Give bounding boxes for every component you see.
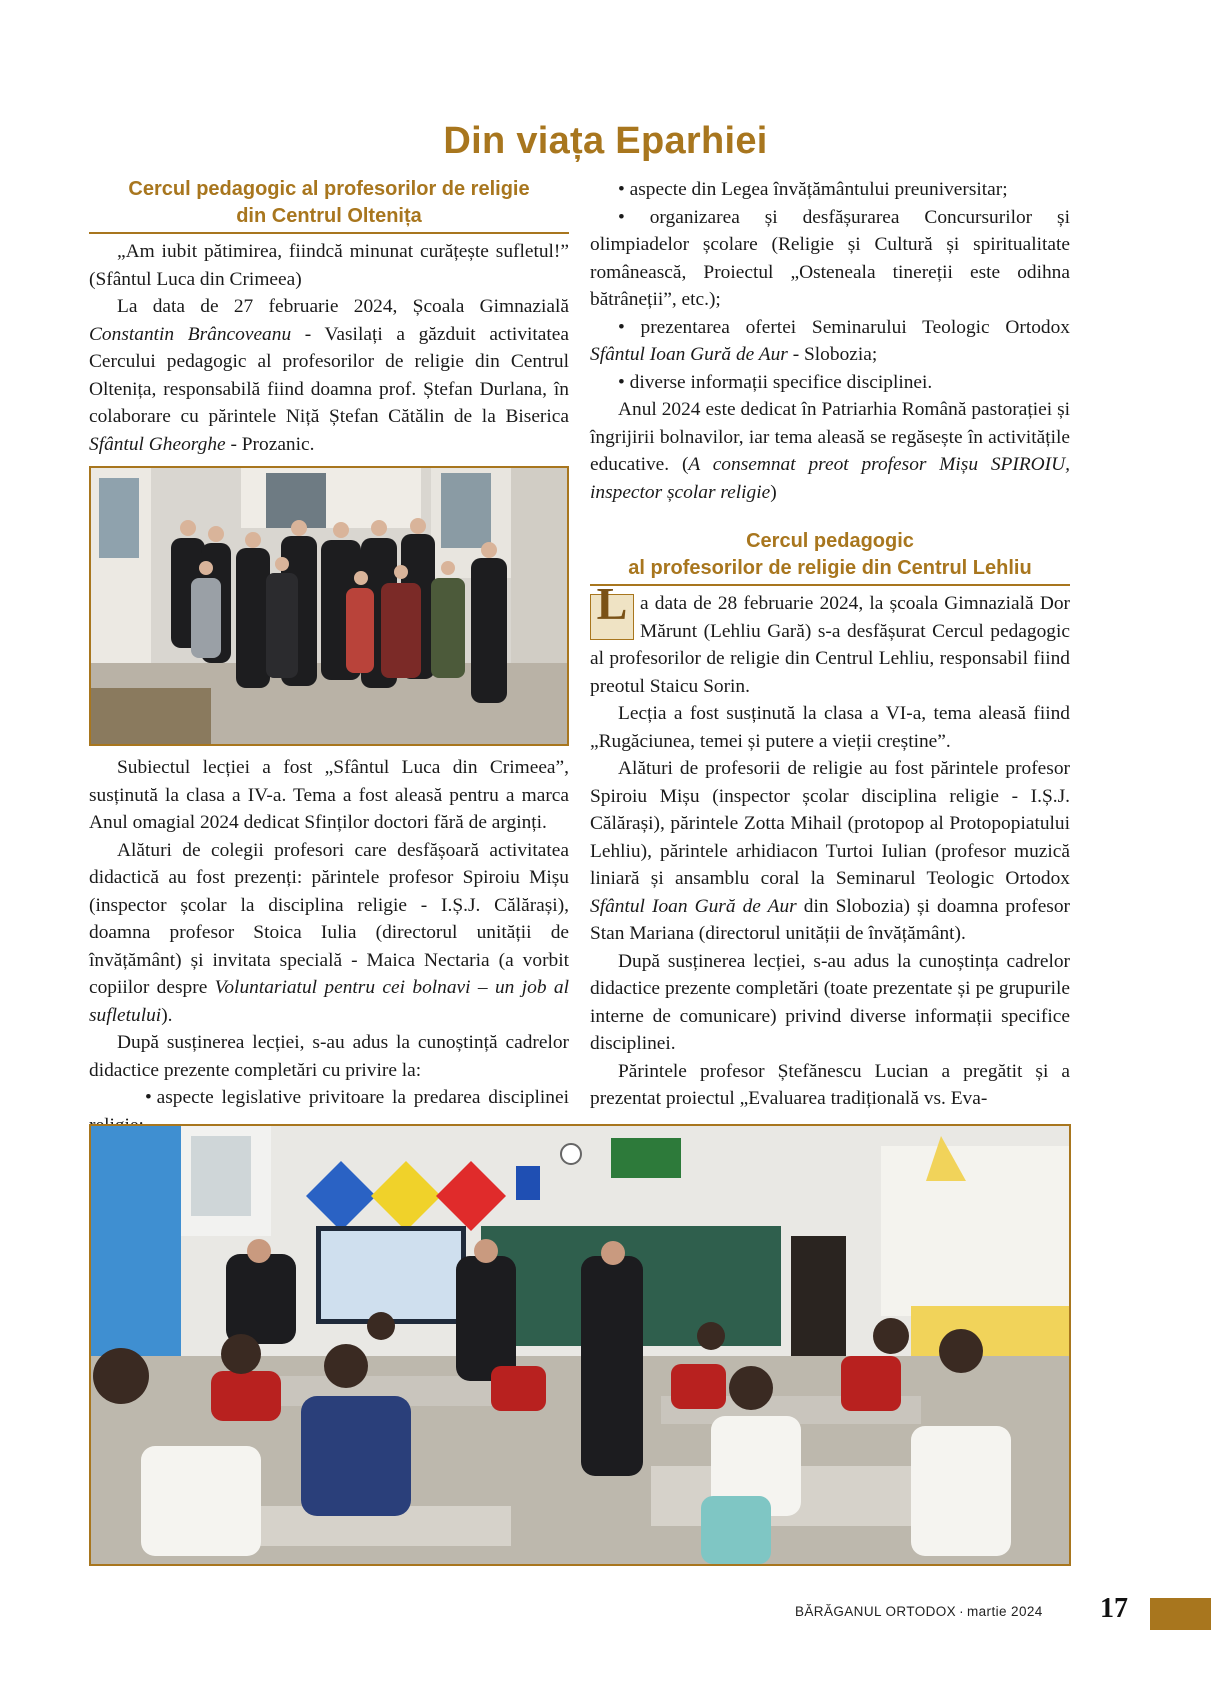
text-span: Anul 2024 este dedicat în Patriarhia Română pastorației și îngrijirii bolnavilor, iar tema aleasă se regăsește în activitățile educative. ( [590, 399, 1070, 475]
paragraph-completions: După susținerea lecției, s-au adus la cunoștință cadrelor didactice prezente completări cu privire la: [89, 1032, 569, 1081]
italic-seminary-name: Sfântul Ioan Gură de Aur [590, 344, 788, 365]
text-span: Alături de profesorii de religie au fost părintele profesor Spiroiu Mișu (inspector școlar disciplina religie - I.Ș.J. Călărași), părintele Zotta Mihail (protopop al Protopopiatului Lehliu), părintele arhidiacon Turtoi Iulian (profesor muzică liniară și ansamblu coral la Seminarul Teologic Ortodox [590, 758, 1070, 889]
paragraph-lesson: Lecția a fost susținută la clasa a VI-a, tema aleasă fiind „Rugăciunea, temei și putere a vieții creștine”. [590, 703, 1070, 752]
text-span: - Prozanic. [225, 433, 315, 455]
list-item: • prezentarea ofertei Seminarului Teologic Ortodox Sfântul Ioan Gură de Aur - Slobozia; [590, 316, 1071, 365]
section-heading-line1: Cercul pedagogic [746, 530, 914, 552]
section-heading-line1: Cercul pedagogic al profesorilor de religie [128, 178, 530, 200]
classroom-photo-illustration [91, 1126, 1069, 1564]
list-item: • aspecte legislative privitoare la predarea disciplinei [89, 1084, 569, 1139]
text-span: - Vasilați a găzduit activitatea Cercului pedagogic al profesorilor de religie din Centrul Oltenița, responsabilă fiind doamna prof. Ștefan Durlana, în colaborare cu părintele Niță Ștefan Cătălin de la Biserica [89, 323, 569, 427]
section-heading-lehliu [590, 528, 1070, 586]
paragraph-lehliu-intro [590, 578, 1070, 700]
page-title: Din viața Eparhiei [443, 120, 768, 162]
text-span: La data de 27 februarie 2024, Școala Gimnazială [117, 296, 569, 317]
text-span: a data de 28 februarie 2024, la școala Gimnazială Dor Mărunt (Lehliu Gară) s-a desfășurat Cercul pedagogic al profesorilor de religie din Centrul Lehliu, responsabil fiind preotul Staicu Sorin. [590, 593, 1070, 697]
paragraph-lehliu-attendees [590, 755, 1070, 948]
text-span: Alături de colegii profesori care desfășoară activitatea didactică au fost prezenți: părintele profesor Spiroiu Mișu (inspector școlar la disciplina religie - I.Ș.J. Călărași), doamna profesor Stoica Iulia (directorul unității de învățământ) și invitata specială - Maica Nectaria (a vorbit copiilor despre [89, 839, 569, 998]
list-item: • organizarea și desfășurarea Concursurilor și olimpiadelor școlare (Religie și Cultură și spiritualitate românească, Proiectul „Osteneala tinereții este odihna bătrâneții”, etc.); [590, 206, 1070, 310]
text-span: ) [770, 481, 777, 503]
publication-date: martie 2024 [967, 1604, 1043, 1619]
drop-cap [590, 578, 634, 640]
list-item-text: prezentarea ofertei Seminarului Teologic Ortodox [640, 316, 1071, 338]
section-heading-line2: din Centrul Oltenița [236, 205, 422, 227]
list-item-text: aspecte legislative privitoare la predarea disciplinei [156, 1087, 569, 1108]
list-item-text: diverse informații specifice disciplinei. [629, 371, 933, 393]
classroom-photo [89, 1124, 1071, 1566]
italic-church-name: Sfântul Gheorghe [89, 433, 226, 455]
page-accent-bar [1150, 1598, 1211, 1630]
page-number: 17 [1100, 1593, 1128, 1624]
list-item: • aspecte din Legea învățământului preuniversitar; [618, 179, 1008, 200]
list-item: • diverse informații specifice disciplinei. [618, 371, 933, 393]
italic-talk-title: Voluntariatul pentru cei bolnavi – un job al sufletului [89, 977, 569, 1026]
footer-separator: · [959, 1604, 964, 1619]
list-item-text: organizarea și desfășurarea Concursurilor și olimpiadelor școlare (Religie și Cultură și spiritualitate românească, Proiectul „Osteneala tinereții este odihna bătrâneții”, etc.); [590, 206, 1070, 310]
group-photo [89, 466, 569, 746]
list-item-text: - Slobozia; [787, 344, 878, 365]
text-span: ). [161, 1004, 173, 1026]
paragraph-attendees [89, 837, 569, 1030]
right-column [590, 176, 1070, 1113]
italic-seminary-name: Sfântul Ioan Gură de Aur [590, 895, 797, 917]
text-span: din Slobozia) și doamna profesor Stan Mariana (directorul unității de învățământ). [590, 895, 1071, 944]
paragraph-year-dedication [590, 396, 1070, 506]
paragraph-intro [89, 293, 569, 458]
publication-name: BĂRĂGANUL ORTODOX [795, 1604, 957, 1619]
paragraph-project: Părintele profesor Ștefănescu Lucian a pregătit și a prezentat proiectul „Evaluarea tradițională vs. Eva- [590, 1060, 1070, 1109]
left-column [89, 176, 569, 1139]
list-item-text: aspecte din Legea învățământului preuniversitar; [629, 179, 1008, 200]
footer-publication [795, 1604, 1043, 1619]
paragraph-subject: Subiectul lecției a fost „Sfântul Luca din Crimeea”, susținută la clasa a IV-a. Tema a fost aleasă pentru a marca Anul omagial 2024 dedicat Sfinților doctori fără de arginți. [89, 757, 569, 833]
italic-school-name: Constantin Brâncoveanu [89, 323, 292, 345]
section-heading-oltenita [89, 176, 569, 234]
quote-paragraph: „Am iubit pătimirea, fiindcă minunat curățește sufletul!” (Sfântul Luca din Crimeea) [89, 241, 569, 290]
paragraph-lehliu-completions: După susținerea lecției, s-au adus la cunoștința cadrelor didactice prezente completări (toate prezentate și pe grupurile interne de comunicare) privind diverse informații specifice disciplinei. [590, 950, 1070, 1054]
drop-cap-letter: L [596, 578, 628, 629]
section-heading-line2: al profesorilor de religie din Centrul Lehliu [628, 557, 1032, 579]
italic-signature: A consemnat preot profesor Mișu SPIROIU, inspector școlar religie [590, 454, 1070, 503]
group-photo-illustration [91, 468, 567, 744]
